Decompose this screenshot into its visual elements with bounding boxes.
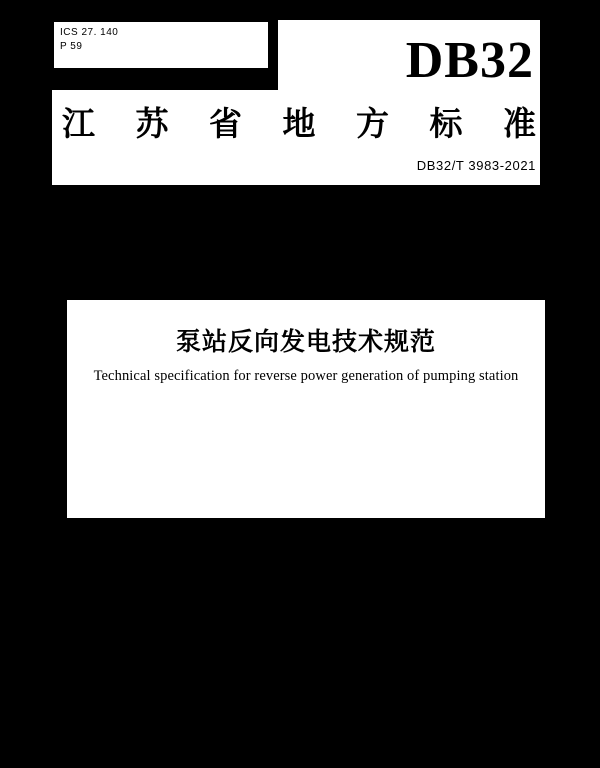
classification-box — [52, 20, 270, 70]
standard-title-char-2: 苏 — [135, 103, 169, 143]
standard-number-band — [52, 152, 540, 185]
standard-mark-block — [278, 20, 540, 90]
standard-title-chars — [62, 90, 536, 152]
document-title-chinese: 泵站反向发电技术规范 — [175, 327, 436, 356]
standard-title-char-7: 准 — [503, 103, 536, 143]
document-title-english: Technical specification for reverse power generation of pumping station — [93, 368, 519, 384]
standard-mark-db32: DB32 — [405, 32, 534, 89]
standard-title-char-3: 省 — [209, 103, 242, 143]
classification-code: P 59 — [60, 41, 83, 52]
standard-title-char-5: 方 — [356, 103, 389, 143]
standard-number: DB32/T 3983-2021 — [416, 158, 536, 173]
standard-title-char-6: 标 — [429, 103, 463, 143]
ics-number: ICS 27. 140 — [60, 27, 119, 38]
standard-title-band — [52, 90, 540, 152]
title-panel — [67, 300, 545, 518]
standard-title-char-4: 地 — [282, 103, 316, 143]
standard-title-char-1: 江 — [62, 103, 95, 143]
